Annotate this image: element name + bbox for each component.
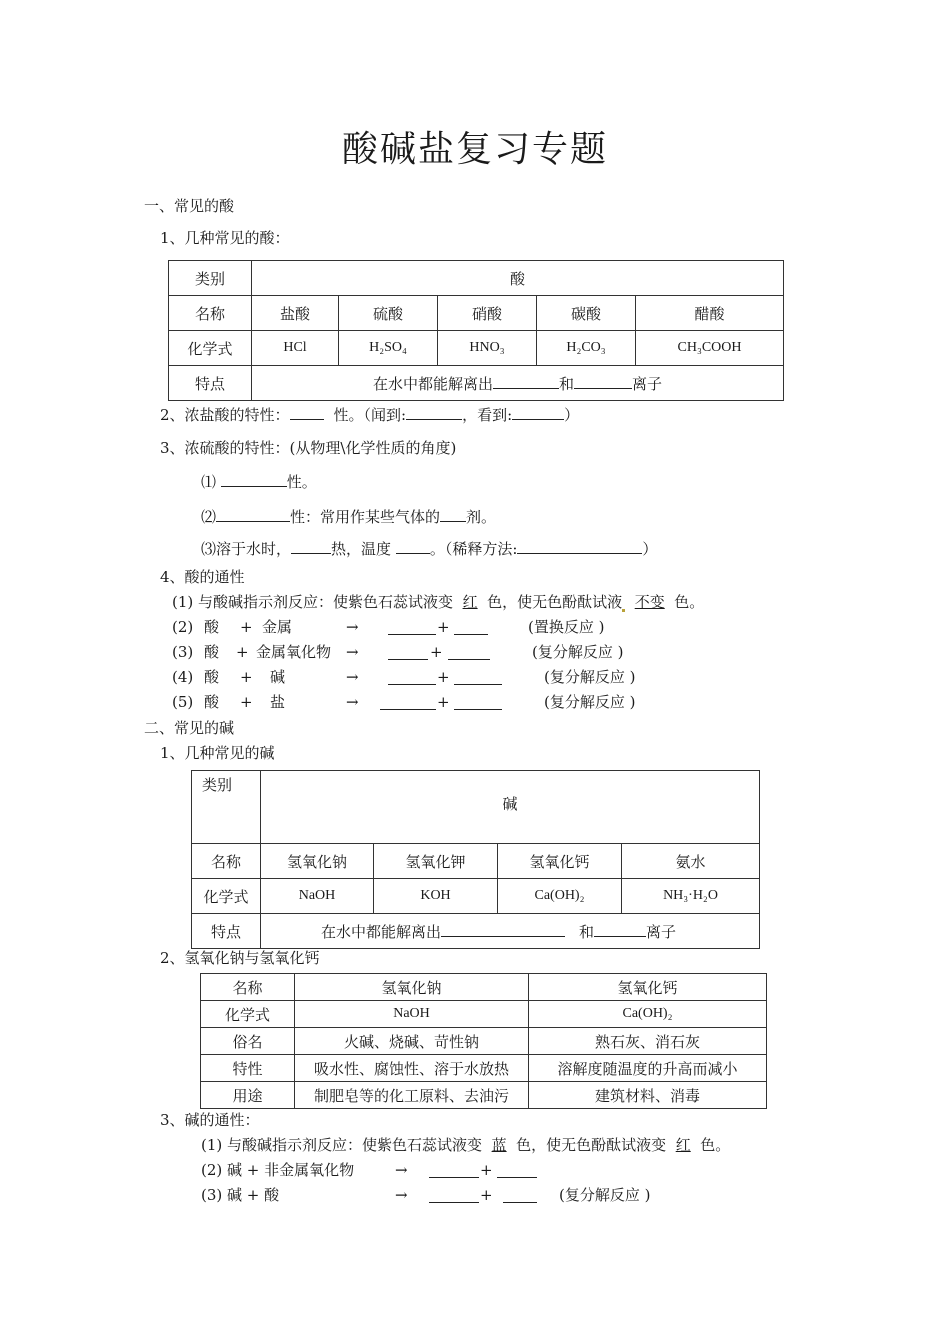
blank-field[interactable] [594,921,646,937]
base-property-indicator: (1) 与酸碱指示剂反应：使紫色石蕊试液变 蓝 色，使无色酚酞试液变 红 色。 [201,1136,731,1154]
hcl-properties: 2、浓盐酸的特性： 性。（闻到: ，看到: ） [160,406,580,424]
acid-name: 醋酸 [636,296,784,331]
bases-feature: 在水中都能解离出 和 离子 [261,914,760,949]
compare-cell: NaOH [295,1001,529,1028]
compare-cell: Ca(OH)₂ [529,1001,767,1028]
blank-field[interactable] [512,404,564,420]
acids-feature-label: 特点 [169,366,252,401]
base-name: 氢氧化钠 [261,844,374,879]
compare-row-label: 特性 [201,1055,295,1082]
acid-name: 盐酸 [252,296,339,331]
blank-field[interactable] [493,373,559,389]
bases-category-value: 碱 [261,771,760,844]
acid-property-indicator: (1) 与酸碱指示剂反应：使紫色石蕊试液变 红 色，使无色酚酞试液 不变 色。 [172,593,705,611]
blank-field[interactable] [503,1187,537,1203]
blank-field[interactable] [221,471,287,487]
acids-name-label: 名称 [169,296,252,331]
page-title: 酸碱盐复习专题 [341,129,608,170]
acid-name: 硫酸 [339,296,438,331]
blank-field[interactable] [454,619,488,635]
h2so4-properties-heading: 3、浓硫酸的特性：(从物理\化学性质的角度) [160,439,457,457]
acid-reaction-base: (4) 酸 + 碱 → + (复分解反应 ) [172,668,636,686]
h2so4-property-1: ⑴ 性。 [201,473,317,491]
base-general-properties-heading: 3、碱的通性： [160,1111,260,1129]
blank-field[interactable] [406,404,462,420]
section-heading-bases: 二、常见的碱 [144,719,235,737]
compare-cell: 制肥皂等的化工原料、去油污 [295,1082,529,1109]
compare-cell: 溶解度随温度的升高而减小 [529,1055,767,1082]
blank-field[interactable] [396,538,430,554]
base-name: 氢氧化钙 [498,844,622,879]
blank-field[interactable] [448,644,490,660]
base-reaction-acid: (3) 碱 + 酸 → + (复分解反应 ) [201,1186,651,1204]
acids-formula-label: 化学式 [169,331,252,366]
acids-feature: 在水中都能解离出 和 离子 [252,366,784,401]
compare-cell: 吸水性、腐蚀性、溶于水放热 [295,1055,529,1082]
acid-general-properties-heading: 4、酸的通性 [160,568,245,586]
blank-field[interactable] [454,694,502,710]
acids-table [168,260,784,401]
compare-row-label: 俗名 [201,1028,295,1055]
blank-field[interactable] [574,373,632,389]
compare-row-label: 用途 [201,1082,295,1109]
blank-field[interactable] [440,506,466,522]
subheading-common-bases: 1、几种常见的碱 [160,744,275,762]
compare-cell: 建筑材料、消毒 [529,1082,767,1109]
base-name: 氨水 [622,844,760,879]
bases-category-label: 类别 [192,771,261,844]
blank-field[interactable] [216,506,290,522]
blank-field[interactable] [454,669,502,685]
compare-header: 氢氧化钠 [295,974,529,1001]
bases-feature-label: 特点 [192,914,261,949]
subheading-common-acids: 1、几种常见的酸： [160,229,290,247]
compare-row-label: 化学式 [201,1001,295,1028]
base-formula: NH₃·H₂O [622,879,760,914]
compare-header: 名称 [201,974,295,1001]
acid-reaction-salt: (5) 酸 + 盐 → + (复分解反应 ) [172,693,636,711]
base-formula: Ca(OH)₂ [498,879,622,914]
acid-formula: CH₃COOH [636,331,784,366]
acid-name: 碳酸 [537,296,636,331]
blank-field[interactable] [291,538,331,554]
blank-field[interactable] [517,538,642,554]
acids-category-value: 酸 [252,261,784,296]
acid-reaction-metal-oxide: (3) 酸 + 金属氧化物 → + (复分解反应 ) [172,643,624,661]
section-heading-acids: 一、常见的酸 [144,197,235,215]
blank-field[interactable] [388,669,436,685]
acids-category-label: 类别 [169,261,252,296]
compare-cell: 火碱、烧碱、苛性钠 [295,1028,529,1055]
compare-cell: 熟石灰、消石灰 [529,1028,767,1055]
acid-formula: H₂SO₄ [339,331,438,366]
bases-name-label: 名称 [192,844,261,879]
base-name: 氢氧化钾 [374,844,498,879]
blank-field[interactable] [429,1187,479,1203]
blank-field[interactable] [388,619,436,635]
acid-formula: H₂CO₃ [537,331,636,366]
h2so4-property-3: ⑶溶于水时， 热，温度 。（稀释方法: ） [201,540,658,558]
blank-field[interactable] [429,1162,479,1178]
blank-field[interactable] [497,1162,537,1178]
acid-formula: HNO₃ [438,331,537,366]
base-reaction-nonmetal-oxide: (2) 碱 + 非金属氧化物 → + [201,1160,354,1180]
base-formula: KOH [374,879,498,914]
naoh-caoh2-heading: 2、氢氧化钠与氢氧化钙 [160,949,320,967]
naoh-caoh2-table [200,973,767,1109]
compare-header: 氢氧化钙 [529,974,767,1001]
blank-field[interactable] [441,921,565,937]
bases-table [191,770,760,949]
h2so4-property-2: ⑵ 性：常用作某些气体的 剂。 [201,508,497,526]
blank-field[interactable] [388,644,428,660]
blank-field[interactable] [290,404,324,420]
base-formula: NaOH [261,879,374,914]
acid-formula: HCl [252,331,339,366]
acid-name: 硝酸 [438,296,537,331]
bases-formula-label: 化学式 [192,879,261,914]
blank-field[interactable] [380,694,436,710]
acid-reaction-metal: (2) 酸 + 金属 → + (置换反应 ) [172,618,605,636]
